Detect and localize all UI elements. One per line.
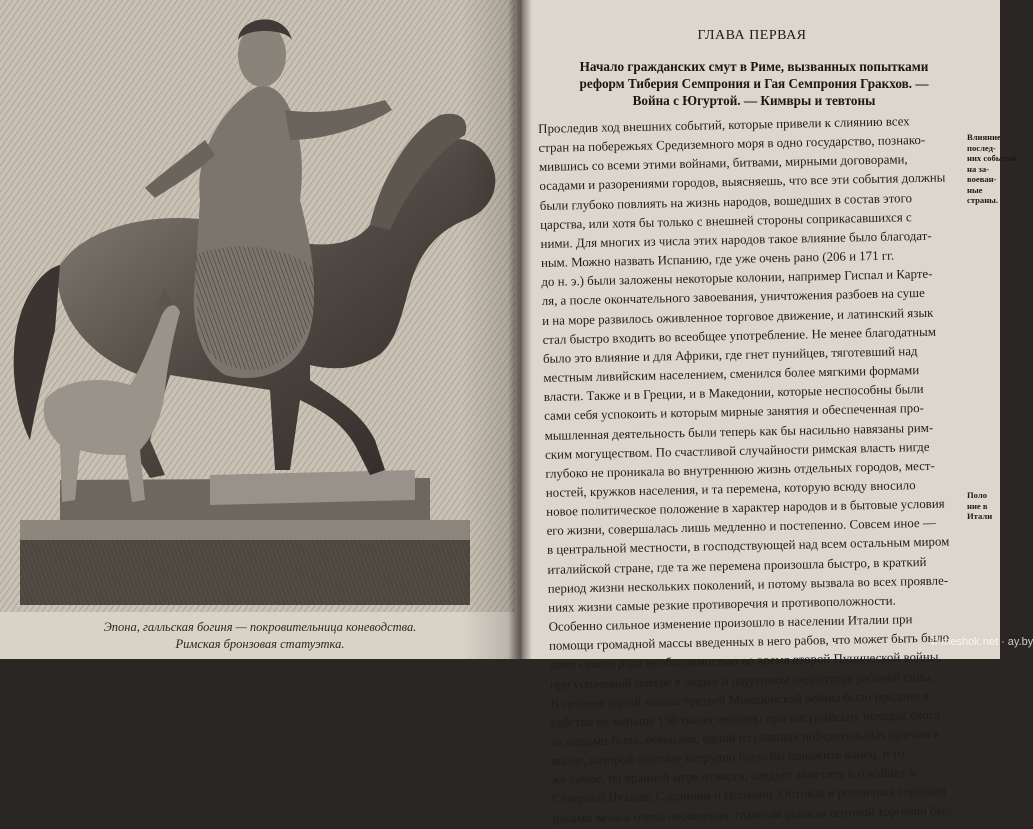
- chapter-subtitle: [534, 58, 974, 109]
- subtitle-line: Начало гражданских смут в Риме, вызванных попытками: [579, 59, 929, 74]
- text-line: ними. Для многих из числа этих народов такое влияние было благодат-: [540, 228, 932, 251]
- text-line: италийской стране, где та же перемена произошла быстро, в краткий: [547, 554, 927, 577]
- text-line: ностей, кружков населения, и та перемена, которую всюду вносило: [545, 478, 916, 500]
- text-line: местным ливийским населением, сменился более мягкими формами: [543, 363, 920, 385]
- caption-line-2: Римская бронзовая статуэтка.: [175, 637, 345, 651]
- text-line: в центральной местности, в господствующей над всем остальным миром: [546, 534, 950, 558]
- text-line: новое политическое положение в характер народов и в бытовые условия: [546, 496, 945, 520]
- margin-note-line: послед-: [967, 142, 996, 153]
- text-line: ным. Можно назвать Испанию, где уже очень рано (206 и 171 гг.: [540, 248, 895, 271]
- text-line: ля, а после окончательного завоевания, уничтожения разбоев на суше: [541, 286, 925, 309]
- text-line: ским могуществом. По счастливой случайности римская власть нигде: [544, 439, 930, 462]
- margin-note-line: ние в: [967, 500, 988, 511]
- text-line: Особенно сильное изменение произошло в населении Италии при: [548, 612, 913, 634]
- text-line: Северной Италии, Сардинии и Испании. Оптовая и розничная торговля: [552, 784, 947, 807]
- margin-note-line: Влияние: [967, 132, 1001, 142]
- text-line: было это влияние и для Африки, где гнет пунийцев, тяготевший над: [542, 343, 918, 366]
- body-text: [538, 111, 993, 829]
- right-page: [522, 0, 1033, 826]
- illustration-caption: [20, 619, 500, 653]
- text-line: Проследив ход внешних событий, которые привели к слиянию всех: [538, 114, 910, 136]
- text-line: его жизни, совершалась лишь медленно и постепенно. Совсем иное —: [546, 516, 936, 539]
- margin-note-line: воеван-: [967, 174, 997, 184]
- margin-note-line: ные: [967, 184, 983, 195]
- margin-note-line: них событий: [967, 153, 1017, 163]
- text-line: и на море развилось оживленное торговое движение, и латинский язык: [542, 305, 934, 328]
- text-line: войне, которой поэтому нетрудно было бы положить конец, и то: [551, 746, 905, 769]
- text-line: власти. Также и в Греции, и в Македонии, которые неспособны были: [543, 382, 924, 405]
- text-line: царства, или хотя бы только с внешней стороны соприкасавшихся с: [540, 209, 912, 232]
- text-line: В течение одной только третьей Македонской войны было продано в: [550, 688, 930, 711]
- margin-note-line: Итали: [967, 511, 993, 521]
- text-line: стран на побережьях Средиземного моря в одно государство, познако-: [538, 133, 926, 156]
- book-gutter: [508, 0, 532, 659]
- margin-note-2: [967, 490, 1007, 522]
- margin-note-line: страны.: [967, 195, 999, 205]
- text-line: стал быстро входить во всеобщее употребление. Не менее благодатным: [542, 324, 937, 347]
- text-line: осадами и разорениями городов, выясняешь, что все эти события должны: [539, 170, 946, 194]
- text-line: даже своего рода необходимостью во время второй Пунической войны,: [549, 650, 942, 673]
- text-line: глубоко не проникала во внутреннюю жизнь отдельных городов, мест-: [545, 458, 935, 481]
- margin-note-line: Поло: [967, 490, 987, 500]
- watermark: © meshok.net · ay.by: [930, 636, 1033, 648]
- text-line: до н. э.) были заложены некоторые колонии, например Гиспал и Карте-: [541, 267, 933, 290]
- text-line: период жизни нескольких поколений, и потому вызвала во всех проявле-: [547, 573, 949, 596]
- margin-note-line: на за-: [967, 163, 990, 174]
- paragraph-2: [548, 609, 992, 829]
- text-line: ниях жизни самые резкие противоречия и противоположности.: [548, 593, 896, 615]
- text-line: были глубоко повлиять на жизнь народов, вошедших в состав этого: [539, 190, 913, 213]
- text-line: рабами велась очень оживленно, главным рынком оптовой торговли был: [552, 803, 952, 826]
- text-line: сами себя успокоить и которым мирные занятия и обеспеченная про-: [544, 401, 925, 424]
- caption-line-1: Эпона, галльская богиня — покровительница коневодства.: [103, 620, 417, 634]
- subtitle-line: реформ Тиберия Семпрония и Гая Семпрония Гракхов. —: [579, 76, 929, 91]
- text-line: рабство не меньше 150 тысяч человек; при лигурийских походах охота: [550, 707, 941, 730]
- equestrian-statue-illustration: [0, 0, 515, 612]
- text-line: при усиленной потере в людях и ощутимом недостатке рабочей силы.: [549, 669, 935, 692]
- text-line: же самое, по крайней мере отчасти, следует заметить и о войнах в: [551, 765, 916, 788]
- paragraph-1: [538, 111, 988, 618]
- text-line: мившись со всеми этими войнами, битвами, мирными договорами,: [538, 152, 908, 175]
- margin-note-1: [967, 132, 1017, 206]
- text-line: помощи громадной массы введенных в него рабов, что может быть было: [548, 630, 950, 654]
- left-page: [0, 0, 522, 659]
- subtitle-line: Война с Югуртой. — Кимвры и тевтоны: [632, 93, 876, 108]
- chapter-title: ГЛАВА ПЕРВАЯ: [697, 28, 807, 43]
- text-line: мышленная деятельность были теперь как бы насильно навязаны рим-: [544, 420, 934, 443]
- text-line: за людьми была, очевидно, одной из главных побудительных причин к: [550, 726, 940, 749]
